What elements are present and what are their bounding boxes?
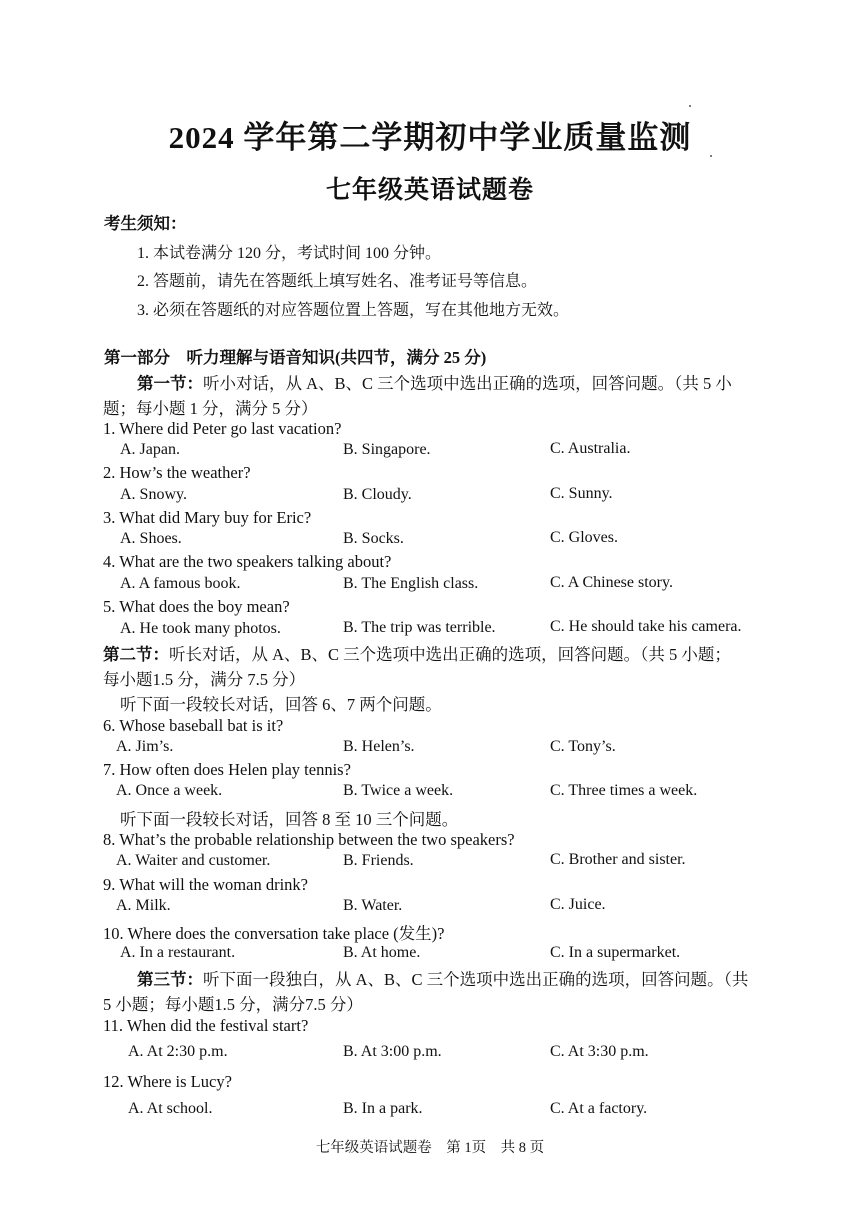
dialogue-intro: 听下面一段较长对话，回答 8 至 10 三个问题。 [120, 810, 459, 829]
scan-speck [710, 155, 712, 157]
option-c: C. Australia. [550, 440, 631, 457]
option-b: B. At 3:00 p.m. [343, 1043, 442, 1060]
question: 4. What are the two speakers talking about? [103, 552, 392, 571]
option-a: A. At 2:30 p.m. [128, 1043, 228, 1060]
option-b: B. Water. [343, 897, 403, 914]
option-a: A. At school. [128, 1100, 213, 1117]
option-a: A. Once a week. [116, 782, 223, 799]
section-one-line2: 题；每小题 1 分，满分 5 分） [103, 399, 318, 418]
question: 12. Where is Lucy? [103, 1072, 232, 1091]
option-c: C. Tony’s. [550, 738, 616, 755]
option-c: C. In a supermarket. [550, 944, 681, 961]
option-c: C. Three times a week. [550, 782, 698, 799]
section-one-line1 [137, 370, 732, 394]
option-a: A. He took many photos. [120, 620, 281, 637]
option-b: B. Twice a week. [343, 782, 454, 799]
part-one-title: 第一部分 听力理解与语音知识(共四节，满分 25 分) [104, 348, 487, 367]
section-one-label: 第一节： [137, 374, 203, 393]
page-footer: 七年级英语试题卷 第 1页 共 8 页 [315, 1140, 545, 1156]
option-c: C. Sunny. [550, 485, 613, 502]
exam-title: 2024 学年第二学期初中学业质量监测 [168, 120, 692, 155]
question: 8. What’s the probable relationship between the two speakers? [103, 830, 515, 849]
question: 9. What will the woman drink? [103, 875, 308, 894]
option-c: C. Gloves. [550, 529, 618, 546]
section-two-instructions: 听长对话，从 A、B、C 三个选项中选出正确的选项，回答问题。（共 5 小题； [169, 645, 731, 664]
section-three-line2: 5 小题；每小题1.5 分，满分7.5 分） [103, 995, 363, 1014]
section-two-line2: 每小题1.5 分，满分 7.5 分） [103, 670, 306, 689]
question: 1. Where did Peter go last vacation? [103, 419, 342, 438]
option-b: B. Friends. [343, 852, 414, 869]
option-c: C. At a factory. [550, 1100, 648, 1117]
option-c: C. A Chinese story. [550, 574, 673, 591]
notice-title: 考生须知： [104, 214, 187, 233]
notice-item: 1. 本试卷满分 120 分，考试时间 100 分钟。 [137, 245, 442, 262]
question: 3. What did Mary buy for Eric? [103, 508, 312, 527]
option-a: A. Milk. [116, 897, 171, 914]
exam-subtitle: 七年级英语试题卷 [325, 177, 534, 204]
option-c: C. He should take his camera. [550, 618, 742, 635]
notice-item: 2. 答题前，请先在答题纸上填写姓名、准考证号等信息。 [137, 273, 538, 290]
option-c: C. At 3:30 p.m. [550, 1043, 649, 1060]
scan-speck [689, 105, 691, 107]
question: 11. When did the festival start? [103, 1016, 309, 1035]
option-a: A. In a restaurant. [120, 944, 236, 961]
question: 10. Where does the conversation take place (发生)? [103, 924, 445, 943]
option-b: B. Socks. [343, 530, 404, 547]
question: 6. Whose baseball bat is it? [103, 716, 284, 735]
option-b: B. In a park. [343, 1100, 423, 1117]
option-b: B. The English class. [343, 575, 479, 592]
question: 2. How’s the weather? [103, 463, 251, 482]
option-b: B. At home. [343, 944, 421, 961]
option-b: B. Cloudy. [343, 486, 412, 503]
section-three-line1 [137, 966, 748, 990]
option-b: B. Singapore. [343, 441, 431, 458]
question: 5. What does the boy mean? [103, 597, 290, 616]
question: 7. How often does Helen play tennis? [103, 760, 351, 779]
dialogue-intro: 听下面一段较长对话，回答 6、7 两个问题。 [120, 695, 442, 714]
option-c: C. Juice. [550, 896, 606, 913]
option-b: B. Helen’s. [343, 738, 415, 755]
option-a: A. A famous book. [120, 575, 241, 592]
option-a: A. Japan. [120, 441, 180, 458]
option-a: A. Snowy. [120, 486, 187, 503]
section-two-label: 第二节： [103, 645, 169, 664]
option-b: B. The trip was terrible. [343, 619, 496, 636]
notice-item: 3. 必须在答题纸的对应答题位置上答题，写在其他地方无效。 [137, 302, 570, 319]
section-three-label: 第三节： [137, 970, 203, 989]
section-two-line1 [103, 641, 731, 665]
option-a: A. Waiter and customer. [116, 852, 271, 869]
option-c: C. Brother and sister. [550, 851, 686, 868]
option-a: A. Jim’s. [116, 738, 174, 755]
option-a: A. Shoes. [120, 530, 182, 547]
section-three-instructions: 听下面一段独白，从 A、B、C 三个选项中选出正确的选项，回答问题。（共 [203, 970, 749, 989]
section-one-instructions: 听小对话，从 A、B、C 三个选项中选出正确的选项，回答问题。（共 5 小 [203, 374, 732, 393]
